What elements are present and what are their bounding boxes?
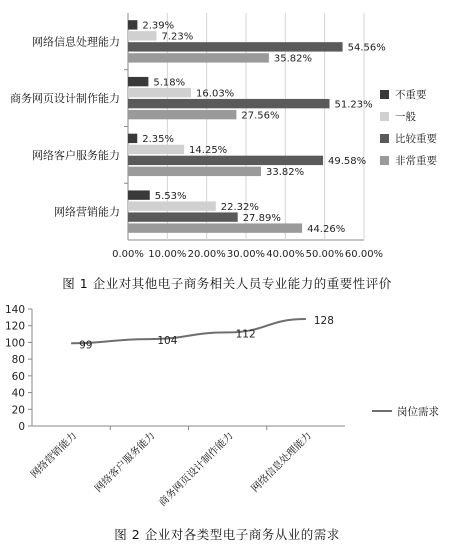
y-tick-label: 80 <box>11 354 25 367</box>
y-tick-label: 60 <box>11 370 25 383</box>
category-label: 商务网页设计制作能力 <box>10 92 120 106</box>
x-category-label: 网络客户服务能力 <box>93 430 158 495</box>
bar-data-label: 27.56% <box>241 110 280 122</box>
point-data-label: 99 <box>79 339 93 352</box>
figure1-caption: 图 1 企业对其他电子商务相关人员专业能力的重要性评价 <box>62 276 392 291</box>
point-data-label: 128 <box>313 315 334 328</box>
category-label: 网络信息处理能力 <box>32 35 120 49</box>
bar-data-label: 35.82% <box>273 53 313 65</box>
legend-label: 比较重要 <box>395 133 437 145</box>
y-tick-label: 140 <box>4 304 25 316</box>
bar-data-label: 44.26% <box>307 223 346 235</box>
legend-label: 不重要 <box>395 89 427 101</box>
x-category-label: 商务网页设计制作能力 <box>157 430 236 509</box>
bar-data-label: 14.25% <box>189 145 228 157</box>
bar <box>128 99 330 108</box>
bar <box>128 167 261 176</box>
point-data-label: 112 <box>235 328 256 341</box>
series-line <box>71 319 306 343</box>
bar-data-label: 27.89% <box>242 212 281 224</box>
bar <box>128 212 238 221</box>
bar <box>128 42 343 51</box>
bar <box>128 110 236 119</box>
x-tick-label: 0.00% <box>112 249 144 260</box>
x-tick-label: 30.00% <box>226 249 266 260</box>
bar <box>128 156 323 165</box>
y-tick-label: 0 <box>18 421 25 433</box>
category-label: 网络营销能力 <box>54 205 120 219</box>
point-data-label: 104 <box>157 335 178 348</box>
legend-swatch <box>380 134 389 143</box>
bar <box>128 223 302 232</box>
y-tick-label: 100 <box>4 337 25 350</box>
bar <box>128 134 137 143</box>
bar <box>128 145 184 154</box>
x-category-label: 网络营销能力 <box>29 430 80 481</box>
bar <box>128 31 156 40</box>
y-tick-label: 120 <box>4 320 25 333</box>
bar-data-label: 7.23% <box>161 31 194 43</box>
category-label: 网络客户服务能力 <box>32 148 120 162</box>
bar-data-label: 33.82% <box>266 167 305 179</box>
legend-label: 岗位需求 <box>397 406 439 418</box>
x-tick-label: 10.00% <box>148 249 187 260</box>
x-tick-label: 40.00% <box>266 249 305 260</box>
y-tick-label: 40 <box>11 387 25 400</box>
bar <box>128 53 269 62</box>
legend-swatch <box>380 156 389 165</box>
bar-data-label: 54.56% <box>347 42 386 54</box>
bar <box>128 77 148 86</box>
legend-label: 非常重要 <box>395 155 437 167</box>
demand-line-chart <box>0 300 454 522</box>
bar-data-label: 5.18% <box>153 77 186 89</box>
legend-swatch <box>380 112 389 121</box>
x-category-label: 网络信息处理能力 <box>249 430 314 495</box>
bar <box>128 201 216 210</box>
bar-data-label: 5.53% <box>154 190 187 202</box>
bar-data-label: 22.32% <box>220 201 259 213</box>
y-tick-label: 20 <box>11 404 25 417</box>
legend-swatch <box>380 90 389 99</box>
legend-label: 一般 <box>395 111 416 123</box>
bar <box>128 190 150 199</box>
figure2-caption: 图 2 企业对各类型电子商务从业的需求 <box>114 527 340 542</box>
bar-data-label: 49.58% <box>328 156 367 168</box>
bar-data-label: 51.23% <box>334 99 373 111</box>
bar-data-label: 2.35% <box>142 134 175 146</box>
bar <box>128 20 137 29</box>
x-tick-label: 20.00% <box>187 249 226 260</box>
importance-bar-chart <box>0 0 454 272</box>
x-tick-label: 60.00% <box>344 249 384 260</box>
bar-data-label: 2.39% <box>142 20 175 32</box>
bar <box>128 88 191 97</box>
x-tick-label: 50.00% <box>305 249 344 260</box>
bar-data-label: 16.03% <box>196 88 235 100</box>
